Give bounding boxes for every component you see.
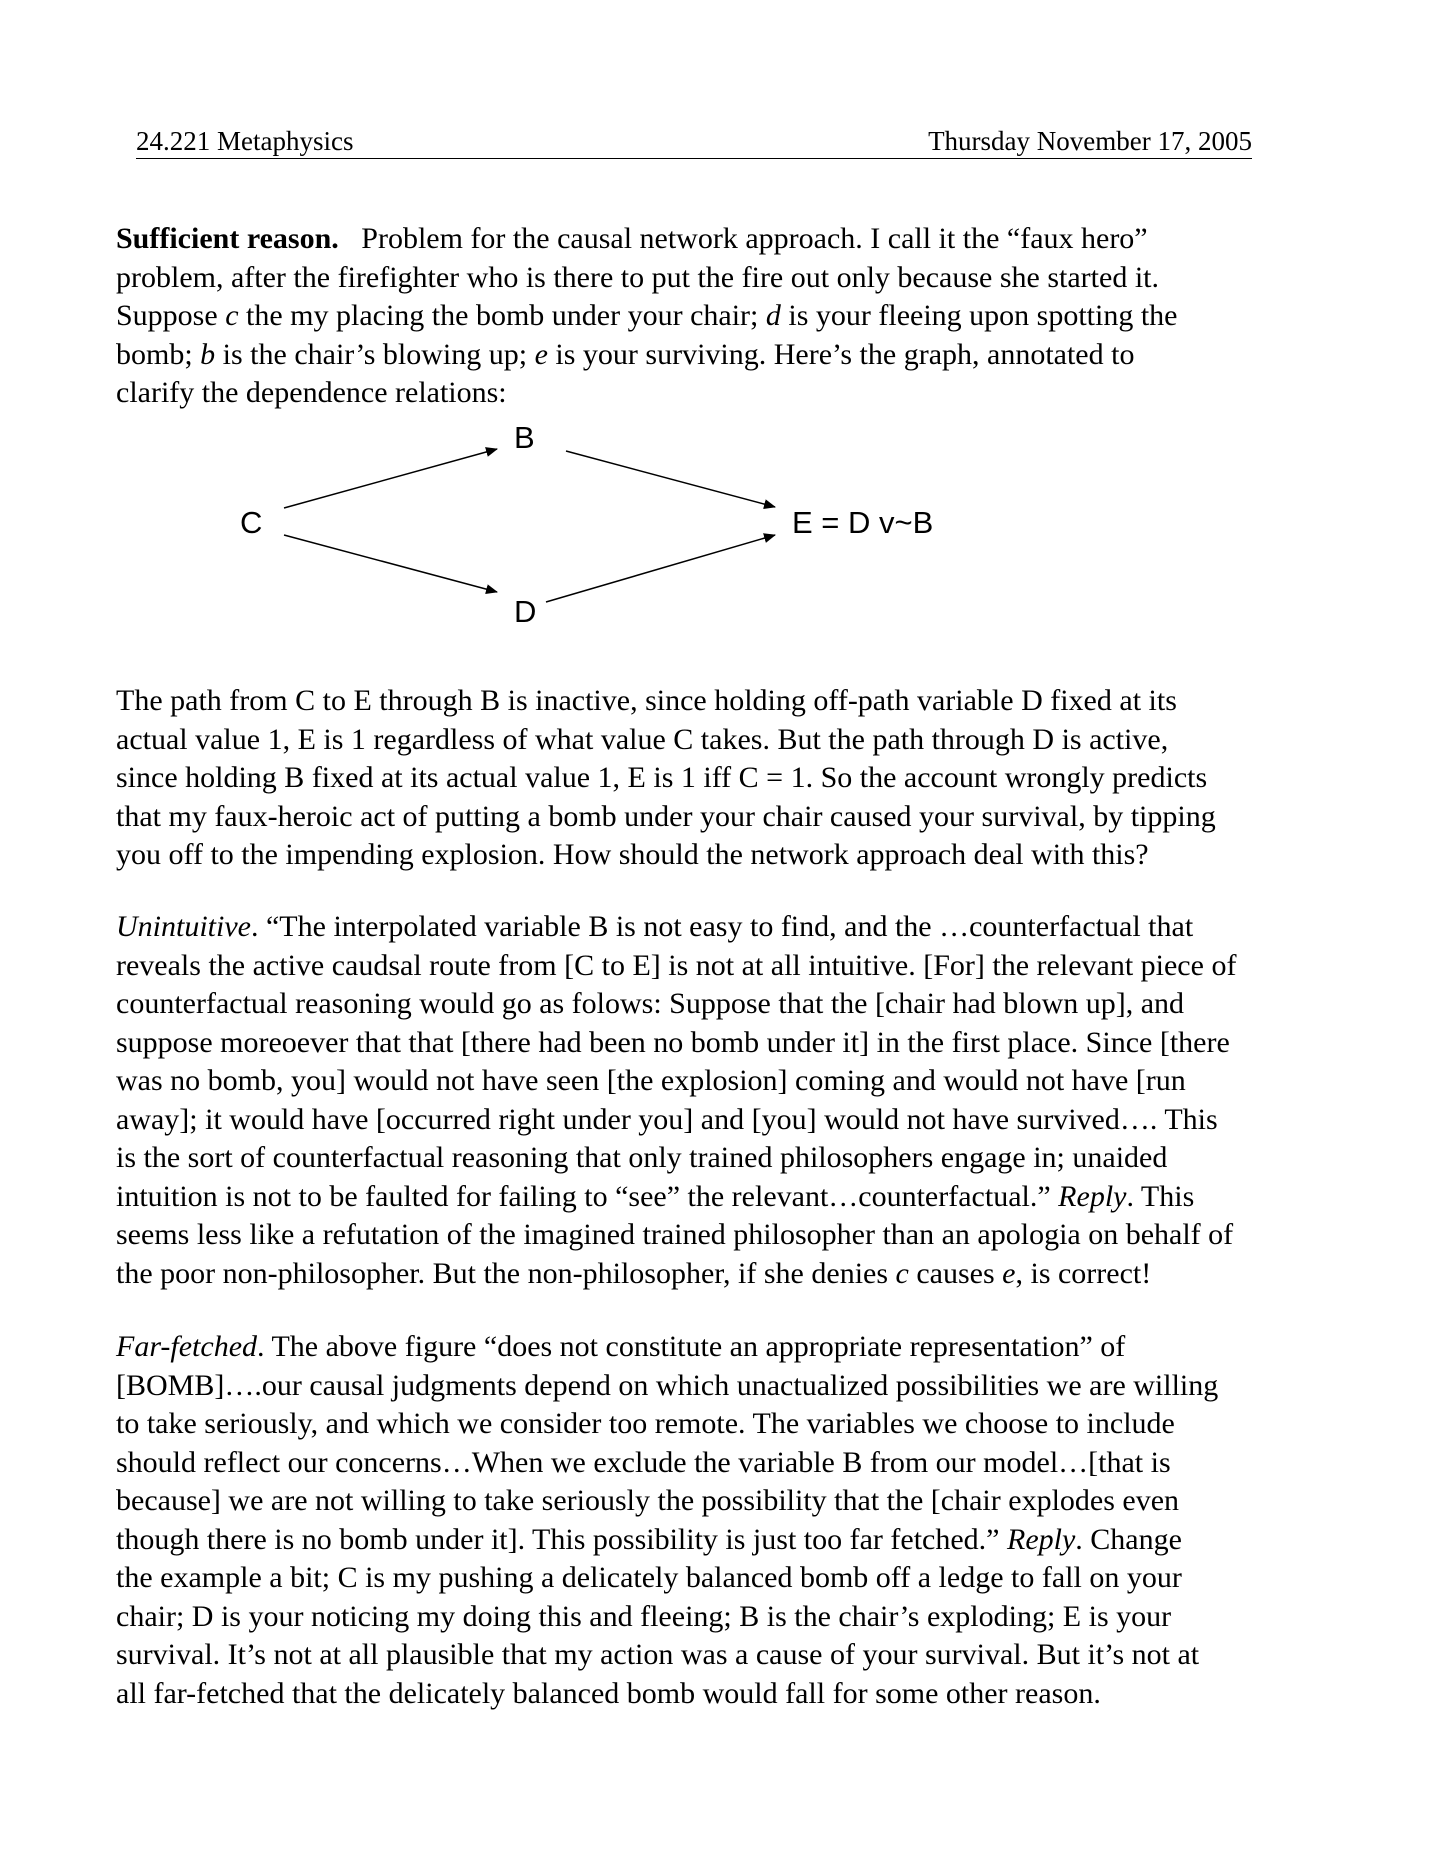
- text-line: [116, 1255, 1376, 1294]
- text: is the chair’s blowing up;: [215, 337, 535, 371]
- variable-c: c: [895, 1256, 909, 1290]
- text: though there is no bomb under it]. This possibility is just too far fetched.”: [116, 1522, 1007, 1556]
- text: the my placing the bomb under your chair;: [238, 299, 766, 332]
- node-d: D: [514, 594, 537, 629]
- text-line: reveals the active caudsal route from [C to E] is not at all intuitive. [For] the relevant piece of: [116, 948, 1237, 982]
- text-line: should reflect our concerns…When we exclude the variable B from our model…[that is: [116, 1445, 1171, 1479]
- text: Suppose: [116, 299, 226, 332]
- reply-label: Reply: [1058, 1179, 1127, 1213]
- paragraph-path-analysis: [116, 682, 1376, 875]
- section-heading: Sufficient reason.: [116, 222, 339, 255]
- text-line: [116, 297, 1376, 336]
- text: Problem for the causal network approach. I call it the “faux hero”: [361, 222, 1148, 255]
- node-c: C: [240, 505, 263, 540]
- variable-e: e: [1002, 1256, 1016, 1290]
- edge-c-to-b: [284, 449, 497, 508]
- text-line: [116, 220, 1376, 259]
- text-line: problem, after the firefighter who is there to put the fire out only because she started it.: [116, 260, 1159, 294]
- variable-d: d: [765, 299, 781, 332]
- subsection-title: Far-fetched: [116, 1330, 258, 1363]
- text-line: clarify the dependence relations:: [116, 376, 507, 409]
- lecture-date: Thursday November 17, 2005: [928, 126, 1252, 156]
- text: is your fleeing upon spotting the: [780, 299, 1178, 332]
- text: bomb;: [116, 337, 201, 371]
- text: is your surviving. Here’s the graph, annotated to: [547, 337, 1135, 371]
- node-e: E = D v~B: [792, 505, 934, 540]
- text-line: The path from C to E through B is inactive, since holding off-path variable D fixed at its: [116, 684, 1177, 717]
- reply-label: Reply: [1007, 1522, 1076, 1556]
- edge-b-to-e: [566, 451, 775, 507]
- variable-c: c: [225, 299, 239, 332]
- paragraph-sufficient-reason: [116, 220, 1376, 413]
- text-line: you off to the impending explosion. How should the network approach deal with this?: [116, 838, 1149, 871]
- subsection-title: Unintuitive: [116, 910, 251, 943]
- text-line: [116, 1328, 1376, 1367]
- text-line: [116, 1521, 1376, 1560]
- text-line: is the sort of counterfactual reasoning that only trained philosophers engage in; unaided: [116, 1141, 1168, 1174]
- text-line: all far-fetched that the delicately balanced bomb would fall for some other reason.: [116, 1676, 1101, 1710]
- paragraph-far-fetched: [116, 1328, 1376, 1713]
- text: . Change: [1075, 1522, 1182, 1556]
- edge-d-to-e: [546, 535, 775, 602]
- paragraph-unintuitive: [116, 908, 1376, 1293]
- variable-b: b: [200, 337, 216, 371]
- text-line: [116, 908, 1376, 947]
- text-line: to take seriously, and which we consider too remote. The variables we choose to include: [116, 1407, 1175, 1440]
- text: the poor non-philosopher. But the non-philosopher, if she denies: [116, 1256, 896, 1290]
- text-line: [BOMB]….our causal judgments depend on which unactualized possibilities we are willing: [116, 1368, 1219, 1402]
- text-line: [116, 1178, 1376, 1217]
- text-line: counterfactual reasoning would go as folows: Suppose that the [chair had blown up], and: [116, 987, 1185, 1020]
- text-line: that my faux-heroic act of putting a bomb under your chair caused your survival, by tipping: [116, 799, 1216, 833]
- edge-c-to-d: [284, 535, 497, 592]
- text-line: was no bomb, you] would not have seen [the explosion] coming and would not have [run: [116, 1064, 1186, 1097]
- text-line: survival. It’s not at all plausible that my action was a cause of your survival. But it’s not at: [116, 1638, 1200, 1671]
- text: causes: [908, 1256, 1003, 1290]
- text-line: away]; it would have [occurred right under you] and [you] would not have survived…. This: [116, 1102, 1218, 1136]
- text: . This: [1126, 1179, 1195, 1213]
- text-line: suppose moreoever that that [there had been no bomb under it] in the first place. Since [there: [116, 1025, 1230, 1059]
- text: intuition is not to be faulted for failing to “see” the relevant…counterfactual.”: [116, 1179, 1059, 1213]
- course-title: 24.221 Metaphysics: [136, 126, 354, 156]
- text-line: the example a bit; C is my pushing a delicately balanced bomb off a ledge to fall on your: [116, 1561, 1182, 1594]
- variable-e: e: [534, 337, 548, 371]
- page-header: [136, 124, 1252, 159]
- text-line: actual value 1, E is 1 regardless of what value C takes. But the path through D is active,: [116, 722, 1169, 756]
- text-line: because] we are not willing to take seriously the possibility that the [chair explodes even: [116, 1484, 1180, 1517]
- text-line: [116, 336, 1376, 375]
- text: , is correct!: [1015, 1256, 1152, 1290]
- text-line: since holding B fixed at its actual value 1, E is 1 iff C = 1. So the account wrongly predicts: [116, 761, 1208, 794]
- text: . “The interpolated variable B is not easy to find, and the …counterfactual that: [250, 910, 1194, 943]
- node-b: B: [514, 420, 535, 455]
- text-line: seems less like a refutation of the imagined trained philosopher than an apologia on behalf of: [116, 1218, 1234, 1251]
- text: . The above figure “does not constitute an appropriate representation” of: [257, 1330, 1126, 1363]
- text-line: chair; D is your noticing my doing this and fleeing; B is the chair’s exploding; E is your: [116, 1599, 1172, 1633]
